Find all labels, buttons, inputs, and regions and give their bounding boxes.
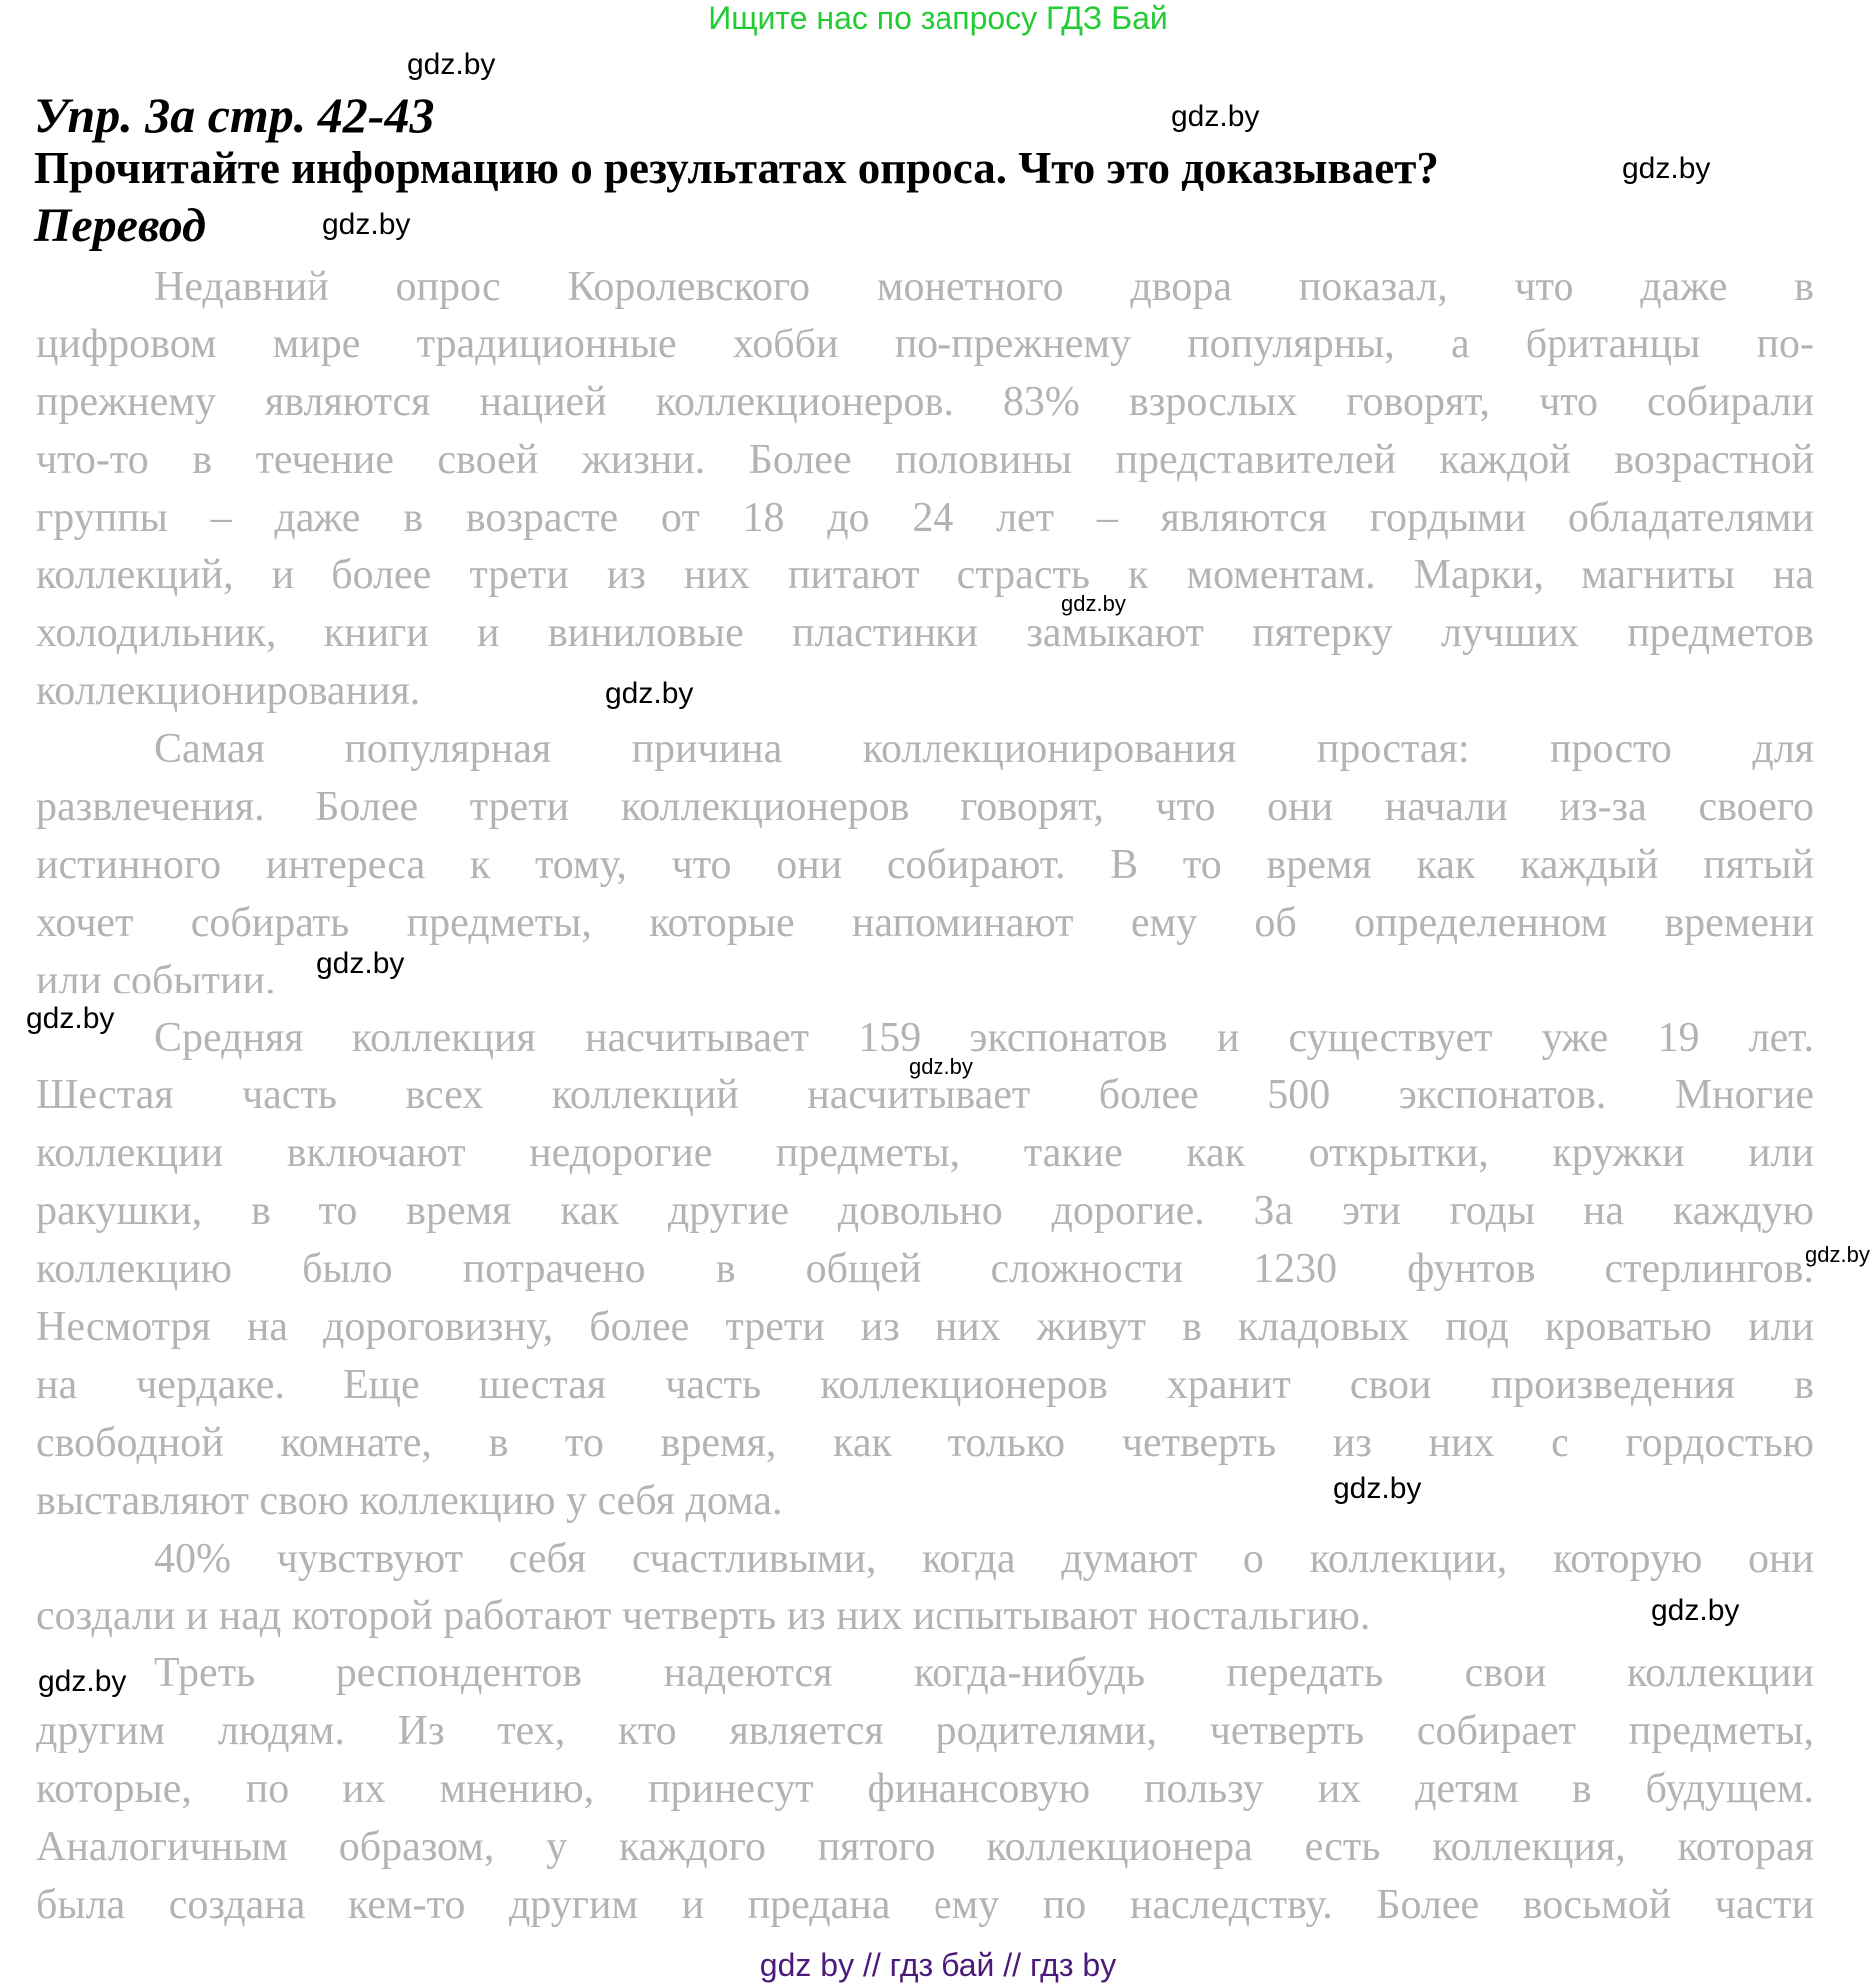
watermark: gdz.by [322,208,411,241]
text-line: Несмотря на дороговизну, более трети из них живут в кладовых под кроватью или [36,1304,1814,1351]
text-line: Недавний опрос Королевского монетного двора показал, что даже в [154,264,1814,310]
text-line: ракушки, в то время как другие довольно дорогие. За эти годы на каждую [36,1188,1814,1235]
text-line: группы – даже в возрасте от 18 до 24 лет – являются гордыми обладателями [36,494,1814,541]
text-line: свободной комнате, в то время, как только четверть из них с гордостью [36,1419,1814,1466]
text-line: цифровом мире традиционные хобби по-прежнему популярны, а британцы по- [36,321,1814,367]
text-line: выставляют свою коллекцию у себя дома. [36,1477,783,1524]
text-line: Шестая часть всех коллекций насчитывает более 500 экспонатов. Многие [36,1072,1814,1119]
text-line: которые, по их мнению, принесут финансовую пользу их детям в будущем. [36,1766,1814,1813]
text-line: что-то в течение своей жизни. Более половины представителей каждой возрастной [36,436,1814,483]
text-line: 40% чувствуют себя счастливыми, когда думают о коллекции, которую они [154,1535,1814,1582]
search-banner: Ищите нас по запросу ГДЗ Бай [708,0,1168,36]
translation-text [36,259,1814,1935]
text-line: холодильник, книги и виниловые пластинки замыкают пятерку лучших предметов [36,610,1814,657]
text-line: или событии. [36,957,276,1003]
watermark: gdz.by [909,1054,973,1079]
watermark: gdz.by [26,1002,115,1035]
watermark: gdz.by [1171,100,1260,133]
text-line: Треть респондентов надеются когда-нибудь передать свои коллекции [154,1651,1814,1697]
text-line: Средняя коллекция насчитывает 159 экспонатов и существует уже 19 лет. [154,1014,1814,1061]
watermark: gdz.by [1651,1594,1740,1627]
text-line: прежнему являются нацией коллекционеров. 83% взрослых говорят, что собирали [36,378,1814,425]
text-line: истинного интереса к тому, что они собирают. В то время как каждый пятый [36,841,1814,888]
watermark: gdz.by [1805,1242,1870,1267]
text-line: коллекционирования. [36,668,421,715]
text-line: коллекций, и более трети из них питают страсть к моментам. Марки, магниты на [36,552,1814,599]
footer-links: gdz by // гдз бай // гдз by [759,1947,1117,1983]
task-heading: Прочитайте информацию о результатах опроса. Что это доказывает? [34,143,1439,193]
text-line: была создана кем-то другим и предана ему по наследству. Более восьмой части [36,1881,1814,1928]
text-line: Самая популярная причина коллекционирования простая: просто для [154,726,1814,773]
exercise-title: Упр. 3а стр. 42-43 [34,87,435,143]
text-line: коллекции включают недорогие предметы, такие как открытки, кружки или [36,1130,1814,1177]
text-line: коллекцию было потрачено в общей сложности 1230 фунтов стерлингов. [36,1246,1814,1293]
text-line: Аналогичным образом, у каждого пятого коллекционера есть коллекция, которая [36,1824,1814,1871]
text-line: создали и над которой работают четверть из них испытывают ностальгию. [36,1593,1371,1640]
watermark: gdz.by [605,677,694,710]
text-line: на чердаке. Еще шестая часть коллекционеров хранит свои произведения в [36,1361,1814,1408]
watermark: gdz.by [1061,591,1126,616]
watermark: gdz.by [1622,152,1711,185]
text-line: хочет собирать предметы, которые напоминают ему об определенном времени [36,899,1814,946]
text-line: другим людям. Из тех, кто является родителями, четверть собирает предметы, [36,1708,1814,1755]
watermark: gdz.by [407,48,496,81]
watermark: gdz.by [1333,1472,1422,1505]
watermark: gdz.by [38,1665,127,1698]
translation-label: Перевод [34,199,206,252]
text-line: развлечения. Более трети коллекционеров говорят, что они начали из-за своего [36,784,1814,831]
watermark: gdz.by [316,947,405,980]
